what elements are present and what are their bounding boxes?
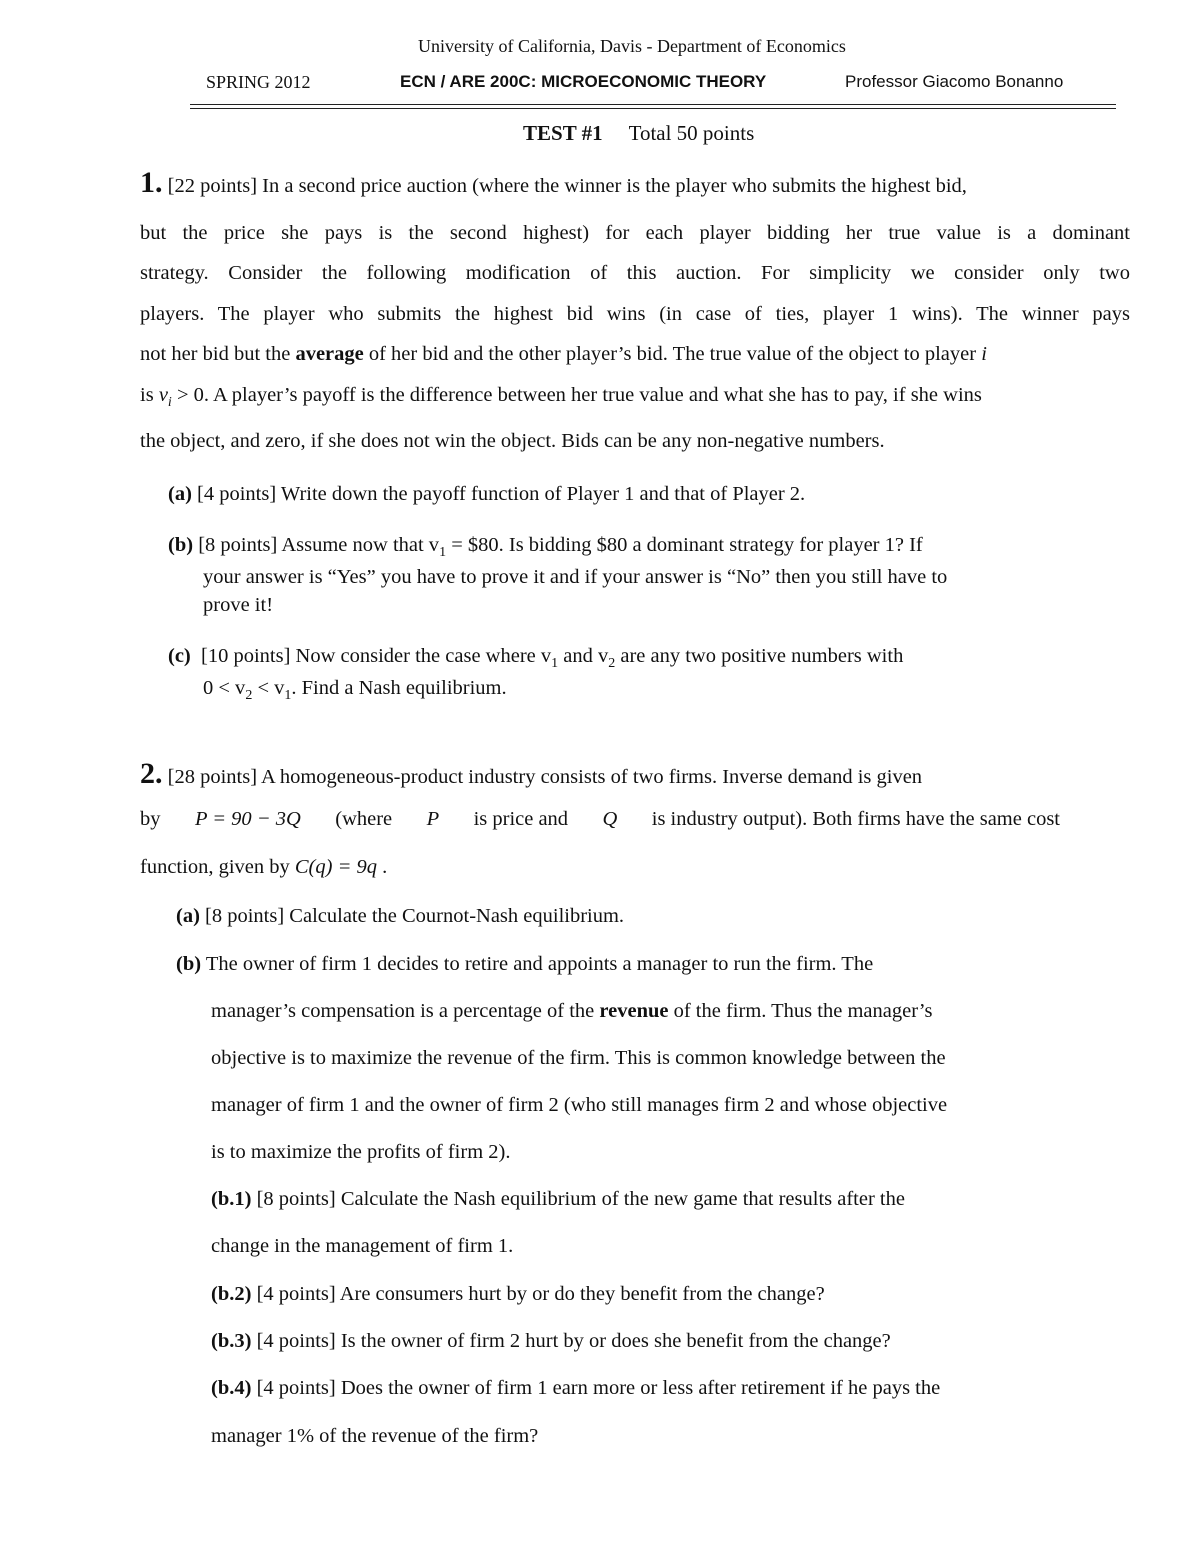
test-title-line xyxy=(523,121,754,146)
q1-c-sub2: 2 xyxy=(608,656,616,672)
q1-line6-sub: i xyxy=(167,395,172,411)
q1-number: 1. xyxy=(140,166,163,199)
q2-b4-line-2: manager 1% of the revenue of the firm? xyxy=(211,1425,539,1447)
q2-b4-label: (b.4) xyxy=(211,1377,252,1399)
q2-a-text: [8 points] Calculate the Cournot-Nash equilibrium. xyxy=(205,905,625,927)
q2-b-line2-bold: revenue xyxy=(599,1000,669,1022)
q2-part-a xyxy=(176,905,624,928)
q1-line-6 xyxy=(140,384,982,411)
q2-part-b4 xyxy=(211,1377,940,1400)
university-header: University of California, Davis - Department of Economics xyxy=(418,36,846,56)
q1-line5-post: of her bid and the other player’s bid. The true value of the object to player xyxy=(368,343,977,365)
q2-b-line-2 xyxy=(211,1000,932,1023)
q1-c-line2-sub1: 1 xyxy=(284,688,292,704)
q2-number: 2. xyxy=(140,757,163,790)
header-divider-bottom xyxy=(190,108,1116,109)
q2-line2-P: P xyxy=(426,808,440,830)
q1-c-line1-a: [10 points] Now consider the case where v xyxy=(201,645,552,667)
header-divider-top xyxy=(190,104,1116,105)
q2-b-line-5: is to maximize the profits of firm 2). xyxy=(211,1141,511,1163)
q1-line-5 xyxy=(140,343,987,366)
test-total: Total 50 points xyxy=(628,121,755,145)
q2-b3-label: (b.3) xyxy=(211,1330,252,1352)
test-title: TEST #1 xyxy=(523,121,603,145)
q2-b-line-4: manager of firm 1 and the owner of firm 2 (who still manages firm 2 and whose objective xyxy=(211,1094,948,1116)
q2-line2-Q: Q xyxy=(602,808,618,830)
q2-b1-line-2: change in the management of firm 1. xyxy=(211,1235,514,1257)
q1-c-label: (c) xyxy=(168,645,191,667)
q2-b2-label: (b.2) xyxy=(211,1283,252,1305)
q2-b2-text: [4 points] Are consumers hurt by or do they benefit from the change? xyxy=(256,1283,825,1305)
q1-b-line-3: prove it! xyxy=(203,594,274,616)
q1-c-line1-b: and v xyxy=(563,645,609,667)
q2-line3-b: . xyxy=(382,856,388,878)
q2-text-line-1: [28 points] A homogeneous-product industry consists of two firms. Inverse demand is given xyxy=(167,766,923,788)
q2-b-line-3: objective is to maximize the revenue of the firm. This is common knowledge between the xyxy=(211,1047,946,1069)
q2-b-line2-pre: manager’s compensation is a percentage of the xyxy=(211,1000,595,1022)
q1-b-line-2: your answer is “Yes” you have to prove it and if your answer is “No” then you still have to xyxy=(203,566,948,588)
q2-demand-equation: P = 90 − 3Q xyxy=(194,808,301,830)
q1-c-sub1: 1 xyxy=(551,656,559,672)
q1-c-line2-sub2: 2 xyxy=(245,688,253,704)
q1-line-1 xyxy=(140,166,1130,200)
q2-b4-line1: [4 points] Does the owner of firm 1 earn more or less after retirement if he pays the xyxy=(256,1377,941,1399)
q1-b-line1-post: = $80. Is bidding $80 a dominant strategy for player 1? If xyxy=(451,534,923,556)
q1-b-sub: 1 xyxy=(439,545,447,561)
q2-cost-equation: C(q) = 9q xyxy=(294,856,378,878)
q2-line3-a: function, given by xyxy=(140,856,290,878)
q2-line2-d: is industry output). Both firms have the same cost xyxy=(651,808,1060,830)
q2-b-line1: The owner of firm 1 decides to retire and appoints a manager to run the firm. The xyxy=(205,953,874,975)
q1-line-2: but the price she pays is the second highest) for each player bidding her true value is a dominant xyxy=(140,222,1130,244)
q1-line5-bold: average xyxy=(295,343,364,365)
q2-line-2 xyxy=(140,808,1060,831)
q2-line2-a: by xyxy=(140,808,161,830)
q1-part-a xyxy=(168,483,805,506)
q1-c-line2-b: < v xyxy=(257,677,285,699)
q1-part-c xyxy=(168,645,903,672)
q1-text-line-1: [22 points] In a second price auction (where the winner is the player who submits the highest bid, xyxy=(167,175,967,197)
q2-b3-text: [4 points] Is the owner of firm 2 hurt by or does she benefit from the change? xyxy=(256,1330,891,1352)
q2-line-1 xyxy=(140,757,922,791)
q2-b-label: (b) xyxy=(176,953,202,975)
q2-a-label: (a) xyxy=(176,905,200,927)
q1-b-line1-pre: [8 points] Assume now that v xyxy=(198,534,440,556)
q1-line-4: players. The player who submits the highest bid wins (in case of ties, player 1 wins). The winner pays xyxy=(140,303,1130,325)
q2-line2-b: (where xyxy=(335,808,393,830)
q1-line-7: the object, and zero, if she does not win the object. Bids can be any non-negative numbers. xyxy=(140,430,885,452)
q1-line6-pre: is xyxy=(140,384,154,406)
q1-line6-var: v xyxy=(158,384,168,406)
q1-line5-pre: not her bid but the xyxy=(140,343,291,365)
q2-part-b xyxy=(176,953,873,976)
course-title: ECN / ARE 200C: MICROECONOMIC THEORY xyxy=(400,72,767,91)
q2-line2-c: is price and xyxy=(473,808,569,830)
q2-part-b3 xyxy=(211,1330,891,1353)
q1-b-label: (b) xyxy=(168,534,194,556)
semester: SPRING 2012 xyxy=(206,72,311,92)
q2-part-b1 xyxy=(211,1188,905,1211)
q1-line6-post: > 0. A player’s payoff is the difference between her true value and what she has to pay, if she wins xyxy=(176,384,982,406)
q1-part-b xyxy=(168,534,923,561)
q2-b1-label: (b.1) xyxy=(211,1188,252,1210)
q1-line-3: strategy. Consider the following modification of this auction. For simplicity we consider only two xyxy=(140,262,1130,284)
q1-a-text: [4 points] Write down the payoff function of Player 1 and that of Player 2. xyxy=(197,483,806,505)
q2-part-b2 xyxy=(211,1283,825,1306)
q1-c-line-2 xyxy=(203,677,507,704)
q2-line-3 xyxy=(140,856,387,879)
q1-c-line2-a: 0 < v xyxy=(203,677,246,699)
professor-name: Professor Giacomo Bonanno xyxy=(845,72,1064,91)
q2-b1-line1: [8 points] Calculate the Nash equilibrium of the new game that results after the xyxy=(256,1188,905,1210)
q1-line5-var: i xyxy=(981,343,987,365)
q1-c-line2-c: . Find a Nash equilibrium. xyxy=(291,677,507,699)
q1-a-label: (a) xyxy=(168,483,192,505)
q1-c-line1-c: are any two positive numbers with xyxy=(620,645,904,667)
q2-b-line2-post: of the firm. Thus the manager’s xyxy=(673,1000,933,1022)
